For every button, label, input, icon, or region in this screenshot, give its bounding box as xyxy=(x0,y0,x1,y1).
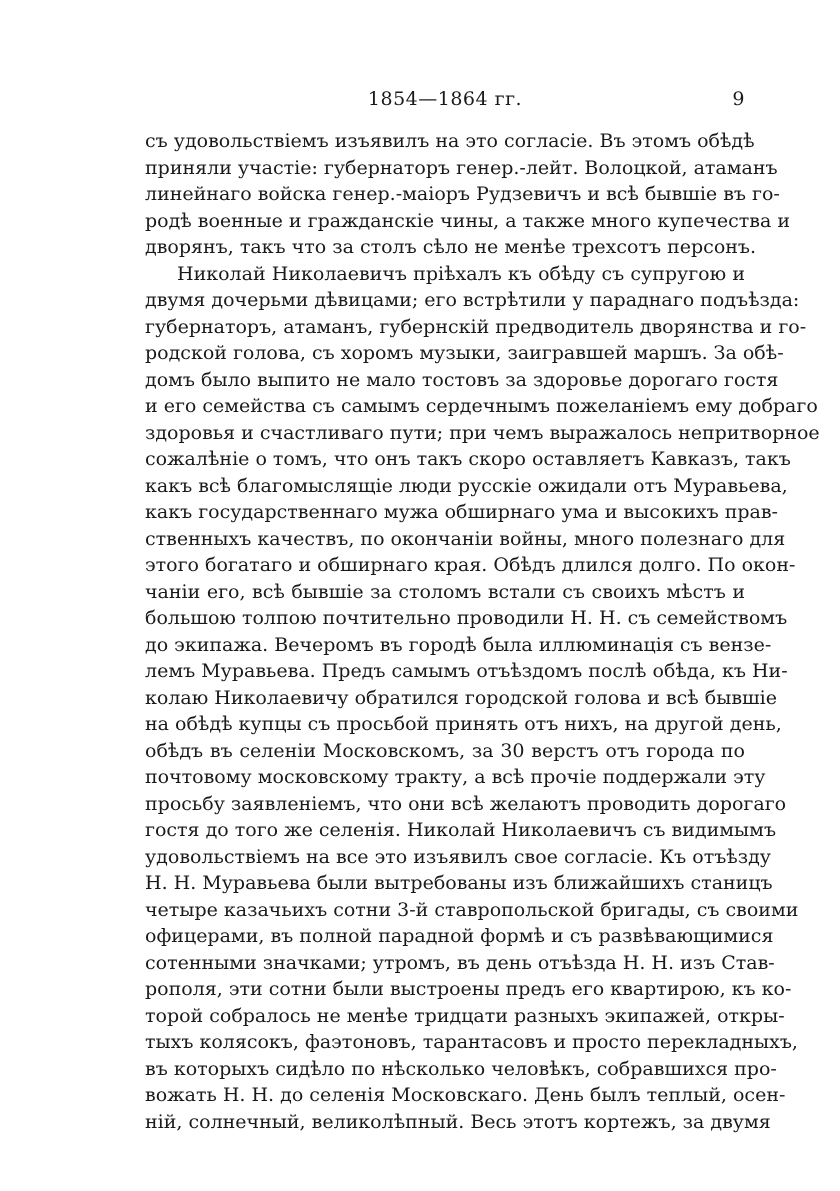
text-line: приняли участіе: губернаторъ генер.-лейт. Волоцкой, атаманъ xyxy=(145,156,778,179)
text-line: гостя до того же селенія. Николай Николаевичъ съ видимымъ xyxy=(145,819,777,841)
text-line: до экипажа. Вечеромъ въ городѣ была иллюминація съ вензе- xyxy=(145,633,772,656)
text-line: этого богатаго и обширнаго края. Обѣдъ длился долго. По окон- xyxy=(145,554,796,576)
text-line: ній, солнечный, великолѣпный. Весь этотъ кортежъ, за двумя xyxy=(145,1110,771,1133)
text-line: здоровья и счастливаго пути; при чемъ выражалось непритворное xyxy=(145,421,820,444)
running-head xyxy=(145,88,745,114)
page-number: 9 xyxy=(732,88,745,110)
text-line: тыхъ колясокъ, фаэтоновъ, тарантасовъ и просто перекладныхъ, xyxy=(145,1031,798,1053)
body-text xyxy=(145,128,820,1135)
text-line: какъ государственнаго мужа обширнаго ума и высокихъ прав- xyxy=(145,501,778,523)
text-line: Николай Николаевичъ пріѣхалъ къ обѣду съ супругою и xyxy=(177,262,745,285)
text-line: торой собралось не менѣе тридцати разныхъ экипажей, откры- xyxy=(145,1004,785,1027)
text-line: родѣ военные и гражданскіе чины, а также много купечества и xyxy=(145,209,790,232)
text-line: съ удовольствіемъ изъявилъ на это согласіе. Въ этомъ обѣдѣ xyxy=(145,130,755,152)
text-line: родской голова, съ хоромъ музыки, заигравшей маршъ. За обѣ- xyxy=(145,342,784,364)
text-line: и его семейства съ самымъ сердечнымъ пожеланіемъ ему добраго xyxy=(145,395,818,417)
text-line: двумя дочерьми дѣвицами; его встрѣтили у параднаго подъѣзда: xyxy=(145,289,800,311)
text-line: большою толпою почтительно проводили Н. Н. съ семействомъ xyxy=(145,607,788,629)
text-line: обѣдъ въ селеніи Московскомъ, за 30 верстъ отъ города по xyxy=(145,739,745,762)
text-line: Н. Н. Муравьева были вытребованы изъ ближайшихъ станицъ xyxy=(145,872,773,894)
text-line: чаніи его, всѣ бывшіе за столомъ встали съ своихъ мѣстъ и xyxy=(145,580,745,603)
text-line: сожалѣніе о томъ, что онъ такъ скоро оставляетъ Кавказъ, такъ xyxy=(145,448,791,470)
text-line: какъ всѣ благомыслящіе люди русскіе ожидали отъ Муравьева, xyxy=(145,474,788,497)
text-line: колаю Николаевичу обратился городской голова и всѣ бывшіе xyxy=(145,686,778,709)
text-line: линейнаго войска генер.-маіоръ Рудзевичъ и всѣ бывшіе въ го- xyxy=(145,183,780,205)
text-line: сотенными значками; утромъ, въ день отъѣзда Н. Н. изъ Став- xyxy=(145,951,775,974)
text-line: просьбу заявленіемъ, что они всѣ желаютъ проводить дорогаго xyxy=(145,792,787,815)
text-line: вожать Н. Н. до селенія Московскаго. День былъ теплый, осен- xyxy=(145,1084,786,1106)
chapter-years-title: 1854—1864 гг. xyxy=(367,88,523,110)
text-line: почтовому московскому тракту, а всѣ прочіе поддержали эту xyxy=(145,766,766,788)
text-line: дворянъ, такъ что за столъ сѣло не менѣе трехсотъ персонъ. xyxy=(145,236,757,258)
text-line: четыре казачьихъ сотни 3-й ставропольской бригады, съ своими xyxy=(145,898,799,921)
paragraph xyxy=(145,261,820,1136)
text-line: лемъ Муравьева. Предъ самымъ отъѣздомъ послѣ обѣда, къ Ни- xyxy=(145,660,788,682)
text-line: домъ было выпито не мало тостовъ за здоровье дорогаго гостя xyxy=(145,368,779,391)
paragraph xyxy=(145,128,790,261)
text-line: удовольствіемъ на все это изъявилъ свое согласіе. Къ отъѣзду xyxy=(145,845,771,868)
text-line: офицерами, въ полной парадной формѣ и съ развѣвающимися xyxy=(145,925,774,947)
text-line: рополя, эти сотни были выстроены предъ его квартирою, къ ко- xyxy=(145,978,792,1000)
text-line: въ которыхъ сидѣло по нѣсколько человѣкъ, собравшихся про- xyxy=(145,1057,777,1080)
text-line: ственныхъ качествъ, по окончаніи войны, много полезнаго для xyxy=(145,527,786,550)
text-line: губернаторъ, атаманъ, губернскій предводитель дворянства и го- xyxy=(145,315,807,338)
text-line: на обѣдѣ купцы съ просьбой принять отъ нихъ, на другой день, xyxy=(145,713,782,735)
